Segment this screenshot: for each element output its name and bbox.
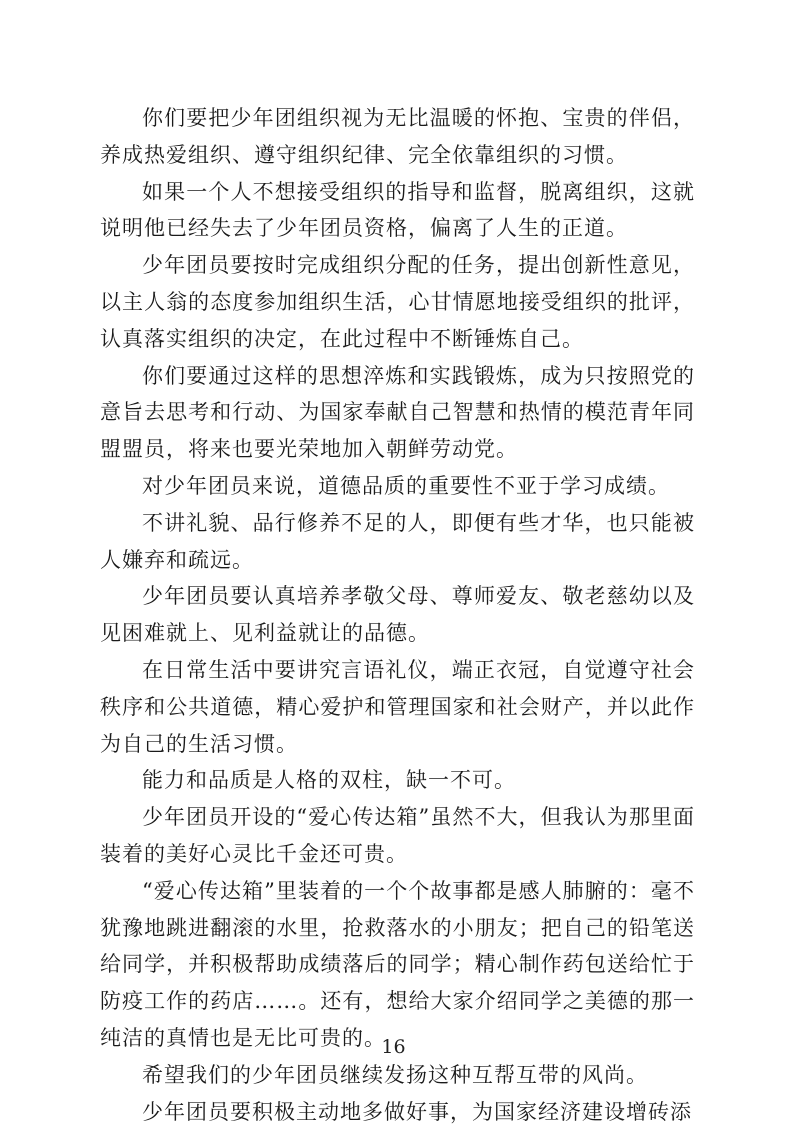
paragraph: 在日常生活中要讲究言语礼仪，端正衣冠，自觉遵守社会秩序和公共道德，精心爱护和管理国家和社会财产，并以此作为自己的生活习惯。 xyxy=(100,657,695,756)
paragraph: 对少年团员来说，道德品质的重要性不亚于学习成绩。 xyxy=(142,473,670,498)
paragraph: 你们要通过这样的思想淬炼和实践锻炼，成为只按照党的意旨去思考和行动、为国家奉献自己智慧和热情的模范青年同盟盟员，将来也要光荣地加入朝鲜劳动党。 xyxy=(100,363,695,462)
paragraph: 能力和品质是人格的双柱，缺一不可。 xyxy=(142,768,516,793)
paragraph: 少年团员开设的“爱心传达箱”虽然不大，但我认为那里面装着的美好心灵比千金还可贵。 xyxy=(100,805,695,866)
paragraph: 你们要把少年团组织视为无比温暖的怀抱、宝贵的伴侣，养成热爱组织、遵守组织纪律、完全依靠组织的习惯。 xyxy=(100,106,695,167)
paragraph: 少年团员要积极主动地多做好事，为国家经济建设增砖添 xyxy=(142,1099,692,1124)
paragraph: “爱心传达箱”里装着的一个个故事都是感人肺腑的：毫不犹豫地跳进翻滚的水里，抢救落水的小朋友；把自己的铅笔送给同学，并积极帮助成绩落后的同学；精心制作药包送给忙于防疫工作的药店……。还有，想给大家介绍同学之美德的那一纯洁的真情也是无比可贵的。 xyxy=(100,878,695,1050)
body-text xyxy=(100,100,695,1130)
paragraph: 如果一个人不想接受组织的指导和监督，脱离组织，这就说明他已经失去了少年团员资格，偏离了人生的正道。 xyxy=(100,179,695,241)
paragraph: 希望我们的少年团员继续发扬这种互帮互带的风尚。 xyxy=(142,1062,648,1087)
paragraph: 不讲礼貌、品行修养不足的人，即便有些才华，也只能被人嫌弃和疏远。 xyxy=(100,510,695,572)
paragraph: 少年团员要按时完成组织分配的任务，提出创新性意见，以主人翁的态度参加组织生活，心甘情愿地接受组织的批评，认真落实组织的决定，在此过程中不断锤炼自己。 xyxy=(100,253,695,351)
paragraph: 少年团员要认真培养孝敬父母、尊师爱友、敬老慈幼以及见困难就上、见利益就让的品德。 xyxy=(100,584,695,646)
page-number: 16 xyxy=(381,1036,406,1058)
